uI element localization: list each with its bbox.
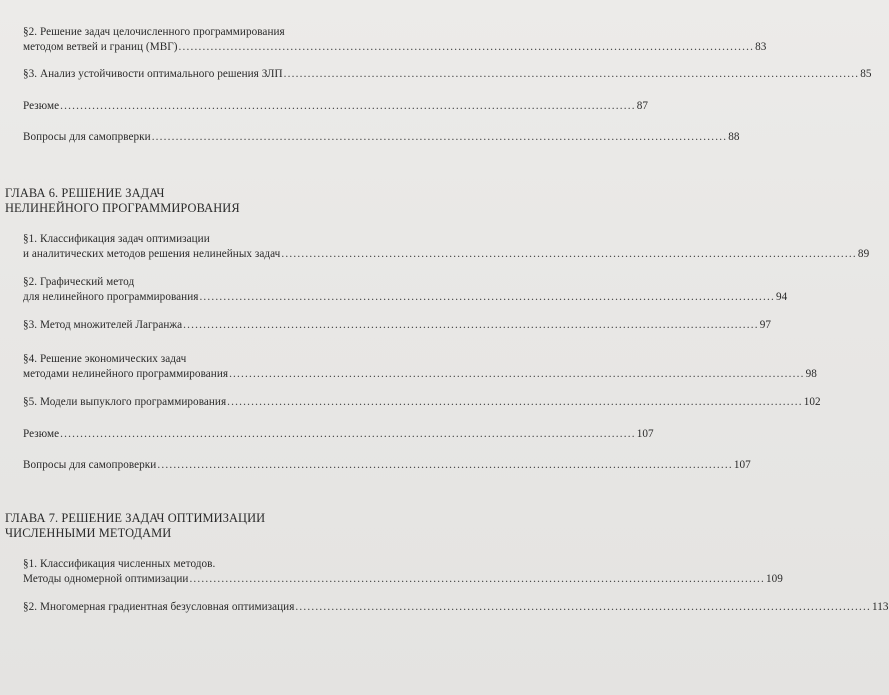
chapter-title-line1: ГЛАВА 6. РЕШЕНИЕ ЗАДАЧ [5,186,165,200]
entry-title-line2: методом ветвей и границ (МВГ) [23,40,178,53]
entry-title-line1: §2. Графический метод [23,276,135,288]
dot-leader: ................................................................................................................................................ [189,572,765,585]
entry-page-number: 85 [860,68,872,80]
dot-leader: ................................................................................................................................................ [60,100,636,112]
dot-leader: ................................................................................................................................................ [199,290,775,303]
dot-leader: ................................................................................................................................................ [178,40,755,53]
entry-page-number: 88 [728,131,740,143]
dot-leader: ................................................................................................................................................ [183,319,759,331]
entry-page-number: 107 [636,428,654,440]
entry-title: §2. Многомерная градиентная безусловная оптимизация [23,601,295,613]
entry-title: Вопросы для самопроверки [23,459,157,471]
dot-leader: ................................................................................................................................................ [283,68,860,80]
dot-leader: ................................................................................................................................................ [227,396,803,408]
entry-title: §3. Метод множителей Лагранжа [23,319,183,331]
entry-title: Резюме [23,100,60,112]
entry-page-number: 109 [766,572,783,585]
dot-leader: ................................................................................................................................................ [157,459,733,471]
dot-leader: ................................................................................................................................................ [151,131,728,143]
entry-title-line1: §1. Классификация численных методов. [23,558,216,570]
chapter-6-heading [5,186,240,216]
chapter-7-heading [5,511,265,541]
chapter-title-line1: ГЛАВА 7. РЕШЕНИЕ ЗАДАЧ ОПТИМИЗАЦИИ [5,511,266,525]
entry-page-number: 102 [803,396,821,408]
entry-title: §5. Модели выпуклого программирования [23,396,227,408]
entry-title: Вопросы для самопрверки [23,131,151,143]
toc-entry-review-questions [23,130,740,145]
entry-page-number: 97 [759,319,772,331]
toc-entry-review-questions-ch6 [23,458,751,473]
dot-leader: ................................................................................................................................................ [295,601,871,613]
entry-title: Резюме [23,428,60,440]
chapter-title-line2: ЧИСЛЕННЫМИ МЕТОДАМИ [5,526,172,540]
chapter-title-line2: НЕЛИНЕЙНОГО ПРОГРАММИРОВАНИЯ [5,201,240,215]
toc-entry-summary-ch6 [23,427,654,442]
toc-entry-graphical-method [23,275,788,304]
entry-page-number: 83 [755,40,767,53]
entry-page-number: 107 [733,459,751,471]
dot-leader: ................................................................................................................................................ [60,428,636,440]
entry-title-line2: для нелинейного программирования [23,290,199,303]
dot-leader: ................................................................................................................................................ [229,367,805,380]
entry-title-line2: методами нелинейного программирования [23,367,229,380]
dot-leader: ................................................................................................................................................ [281,247,857,260]
toc-entry-classification [23,232,870,261]
entry-page-number: 98 [805,367,817,380]
toc-entry-summary [23,99,649,114]
toc-entry-stability-analysis [23,67,872,82]
entry-title-line1: §2. Решение задач целочисленного программирования [23,26,285,38]
entry-title-line2: и аналитических методов решения нелинейных задач [23,247,281,260]
toc-entry-gradient-optimization [23,600,889,615]
entry-page-number: 89 [857,247,870,260]
entry-page-number: 94 [776,290,788,303]
entry-title: §3. Анализ устойчивости оптимального решения ЗЛП [23,68,283,80]
toc-entry-convex-programming [23,395,821,410]
toc-entry-lagrange [23,318,772,333]
entry-page-number: 87 [636,100,649,112]
entry-title-line1: §1. Классификация задач оптимизации [23,233,210,245]
entry-title-line1: §4. Решение экономических задач [23,353,187,365]
toc-entry-numerical-methods [23,557,783,586]
toc-entry-integer-programming [23,25,767,54]
toc-entry-economic-problems [23,352,817,381]
entry-title-line2: Методы одномерной оптимизации [23,572,189,585]
entry-page-number: 113 [871,601,889,613]
